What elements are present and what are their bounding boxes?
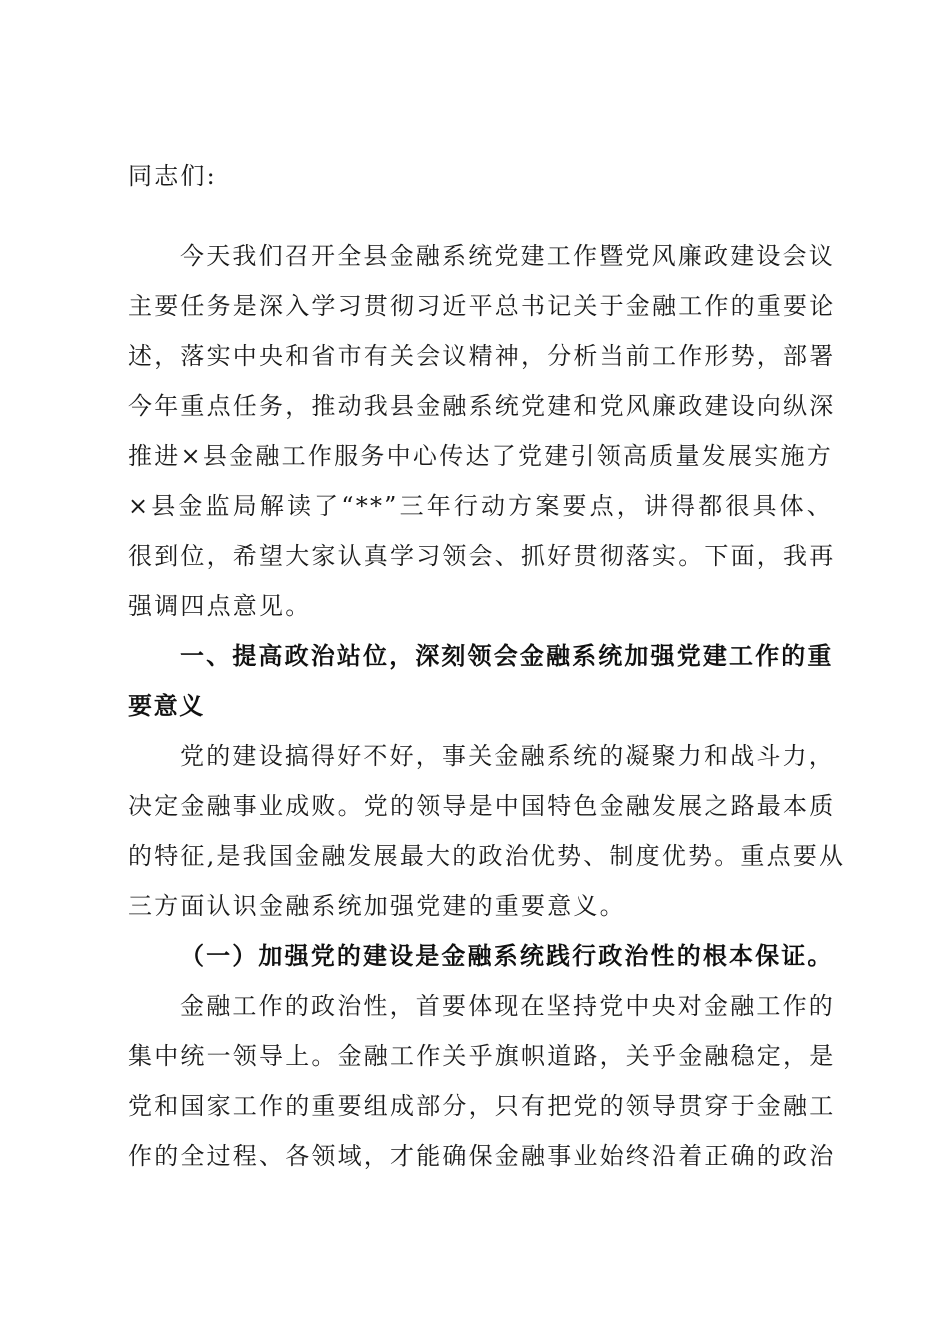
paragraph-line: 集中统一领导上。金融工作关乎旗帜道路，关乎金融稳定，是 <box>128 1042 836 1070</box>
paragraph-line: 强调四点意见。 <box>128 592 312 620</box>
salutation: 同志们: <box>128 162 217 190</box>
paragraph-line: 作的全过程、各领域，才能确保金融事业始终沿着正确的政治 <box>128 1142 836 1170</box>
paragraph-line: 今天我们召开全县金融系统党建工作暨党风廉政建设会议 <box>180 242 835 270</box>
paragraph-line: 党和国家工作的重要组成部分，只有把党的领导贯穿于金融工 <box>128 1092 836 1120</box>
paragraph-line: 述，落实中央和省市有关会议精神，分析当前工作形势，部署 <box>128 342 836 370</box>
paragraph-line: 推进×县金融工作服务中心传达了党建引领高质量发展实施方 <box>128 442 833 470</box>
section-heading: 一、提高政治站位，深刻领会金融系统加强党建工作的重 <box>180 642 833 670</box>
paragraph-line: 今年重点任务，推动我县金融系统党建和党风廉政建设向纵深 <box>128 392 836 420</box>
paragraph-line: 三方面认识金融系统加强党建的重要意义。 <box>128 892 626 920</box>
paragraph-line: 很到位，希望大家认真学习领会、抓好贯彻落实。下面，我再 <box>128 542 836 570</box>
section-heading: 要意义 <box>128 692 205 720</box>
subsection-heading: （一）加强党的建设是金融系统践行政治性的根本保证。 <box>180 942 833 970</box>
paragraph-line: 决定金融事业成败。党的领导是中国特色金融发展之路最本质 <box>128 792 836 820</box>
paragraph-line: 金融工作的政治性，首要体现在坚持党中央对金融工作的 <box>180 992 835 1020</box>
paragraph-line: 的特征,是我国金融发展最大的政治优势、制度优势。重点要从 <box>128 842 846 870</box>
paragraph-line: ×县金监局解读了“**”三年行动方案要点，讲得都很具体、 <box>128 492 833 520</box>
paragraph-line: 主要任务是深入学习贯彻习近平总书记关于金融工作的重要论 <box>128 292 836 320</box>
paragraph-line: 党的建设搞得好不好，事关金融系统的凝聚力和战斗力， <box>180 742 835 770</box>
